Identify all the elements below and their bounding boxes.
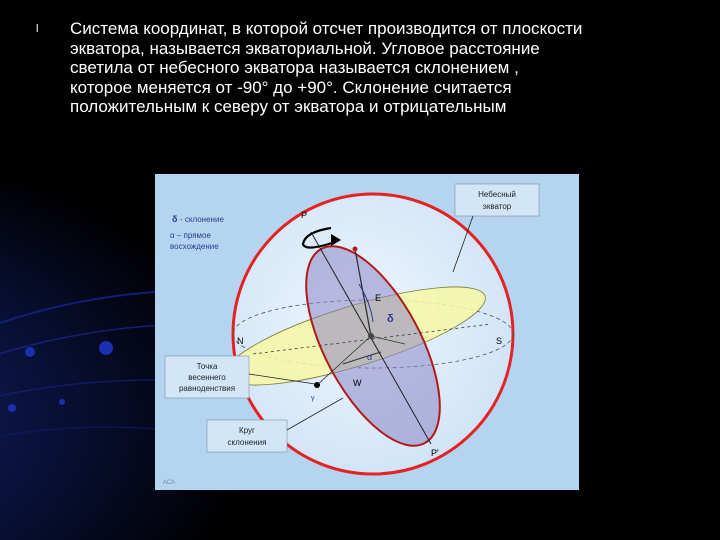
star-point xyxy=(353,247,358,252)
vernal-callout-line2: весеннего xyxy=(188,373,226,382)
legend-alpha-text-2: восхождение xyxy=(170,242,219,251)
diagram-svg xyxy=(155,174,579,490)
legend-delta-text: - склонение xyxy=(180,215,224,224)
bullet-marker: l xyxy=(36,23,39,35)
center-point xyxy=(368,333,374,339)
body-text: Система координат, в которой отсчет производится от плоскости экватора, называется экваториальной. Угловое расстояние светила от небесного экватора называется склонением , которое меняется от -90° до +90°. Склонение считается положительным к северу от экватора и отрицательным xyxy=(70,19,583,116)
label-alpha: α xyxy=(367,352,373,362)
label-E: E xyxy=(375,293,382,303)
equator-callout-line2: экватор xyxy=(482,202,512,211)
equatorial-coordinates-diagram xyxy=(155,174,579,490)
watermark: АСА xyxy=(163,480,176,486)
label-P-prime: P' xyxy=(431,448,439,458)
label-S: S xyxy=(496,336,503,346)
equator-callout-box xyxy=(455,184,539,216)
vernal-callout-line3: равноденствия xyxy=(178,384,236,393)
legend-delta-symbol: δ xyxy=(172,214,178,224)
label-gamma: γ xyxy=(311,395,315,402)
label-W: W xyxy=(353,378,362,388)
label-P: P xyxy=(301,210,308,220)
label-delta: δ xyxy=(387,313,394,325)
vernal-point xyxy=(314,382,320,388)
decl-callout-box xyxy=(207,420,287,452)
vernal-callout-line1: Точка xyxy=(196,362,218,371)
equator-callout-line1: Небесный xyxy=(478,190,516,199)
decl-callout-line1: Круг xyxy=(239,426,255,435)
decl-callout-line2: склонения xyxy=(227,438,267,447)
label-N: N xyxy=(237,336,244,346)
legend-alpha-text: α – прямое xyxy=(170,231,211,240)
